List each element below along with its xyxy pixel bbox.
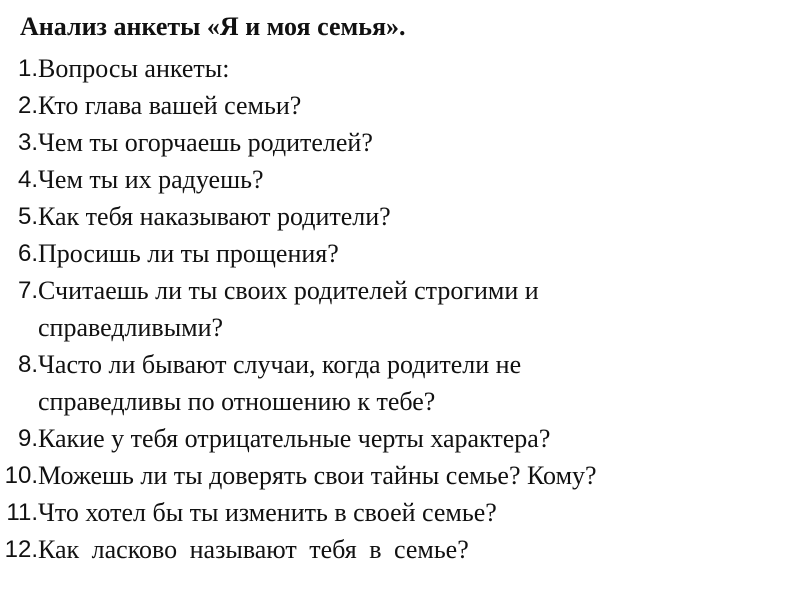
item-number: 3.	[17, 129, 38, 156]
list-item	[0, 272, 800, 346]
list-item	[0, 87, 800, 124]
list-item	[0, 457, 800, 494]
list-item	[0, 420, 800, 457]
item-text: Как ласково называют тебя в семье?	[38, 535, 469, 564]
page-title: Анализ анкеты «Я и моя семья».	[20, 12, 406, 41]
item-text: Какие у тебя отрицательные черты характера?	[38, 424, 551, 453]
item-text-line-1: Считаешь ли ты своих родителей строгими и	[38, 276, 539, 305]
item-number: 8.	[17, 351, 38, 378]
item-text: Кто глава вашей семьи?	[38, 91, 302, 120]
list-item	[0, 494, 800, 531]
list-item	[0, 198, 800, 235]
item-text: Можешь ли ты доверять свои тайны семье? Кому?	[38, 461, 597, 490]
item-text: Чем ты их радуешь?	[38, 165, 264, 194]
item-number: 11.	[6, 499, 38, 526]
item-text-line-1: Часто ли бывают случаи, когда родители не	[38, 350, 522, 379]
list-item	[0, 235, 800, 272]
item-text-line-2: справедливыми?	[38, 313, 224, 342]
item-number: 9.	[17, 425, 38, 452]
item-text: Что хотел бы ты изменить в своей семье?	[38, 498, 497, 527]
item-number: 1.	[17, 55, 38, 82]
list-item	[0, 161, 800, 198]
item-number: 12.	[4, 536, 38, 563]
item-number: 7.	[17, 277, 38, 304]
item-number: 10.	[4, 462, 38, 489]
item-text-line-2: справедливы по отношению к тебе?	[38, 387, 436, 416]
item-number: 5.	[17, 203, 38, 230]
item-number: 4.	[17, 166, 38, 193]
list-item	[0, 50, 800, 87]
item-text: Чем ты огорчаешь родителей?	[38, 128, 373, 157]
question-list	[0, 50, 800, 568]
item-text: Вопросы анкеты:	[38, 54, 230, 83]
item-number: 2.	[17, 92, 38, 119]
list-item	[0, 531, 800, 568]
item-number: 6.	[17, 240, 38, 267]
item-text: Просишь ли ты прощения?	[38, 239, 339, 268]
item-text: Как тебя наказывают родители?	[38, 202, 391, 231]
list-item	[0, 346, 800, 420]
list-item	[0, 124, 800, 161]
